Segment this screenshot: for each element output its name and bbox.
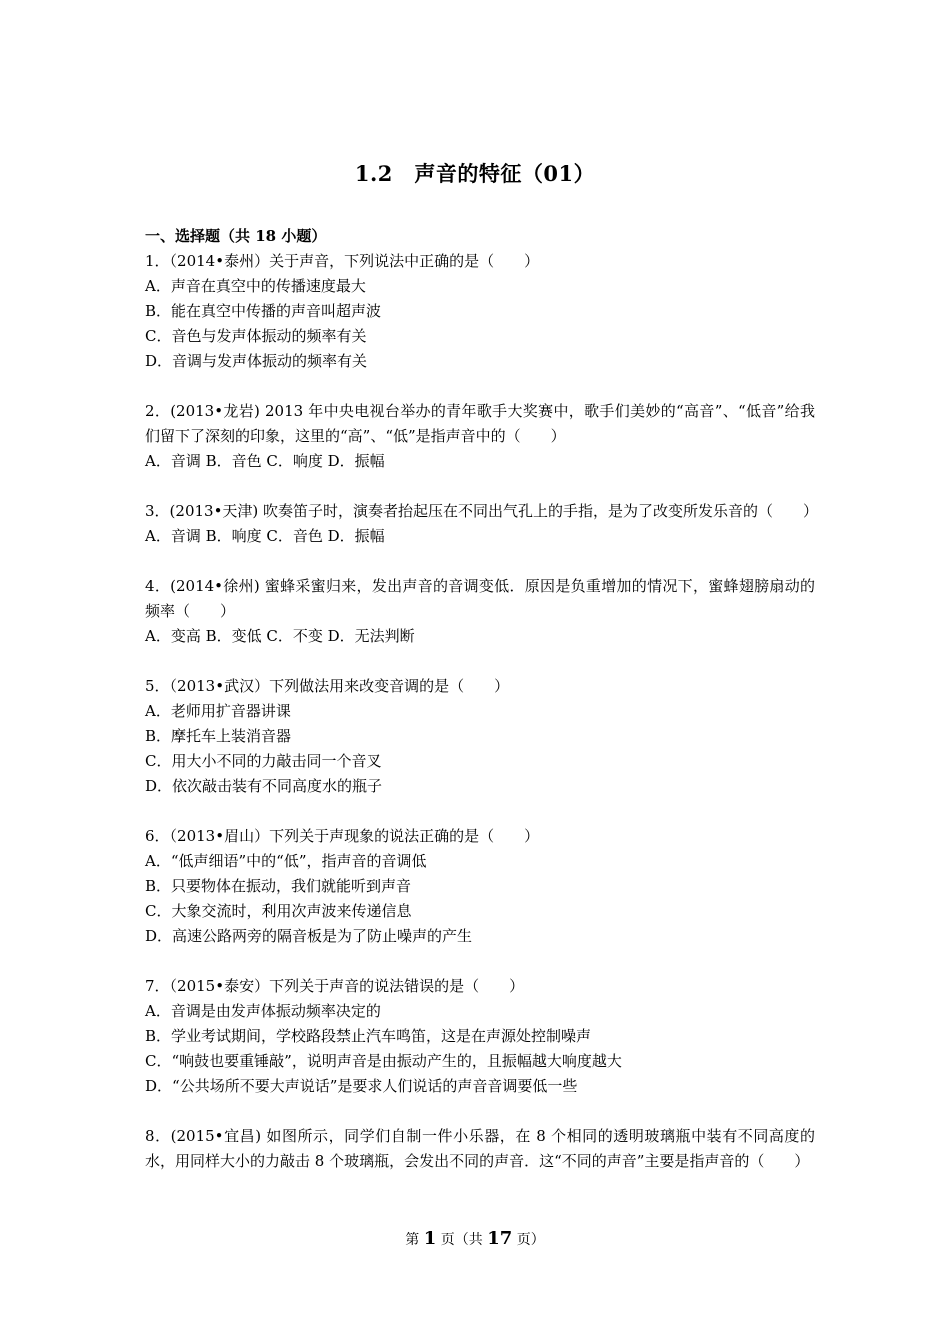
question-item bbox=[145, 674, 815, 799]
answer-option: A．音调 B．响度 C．音色 D．振幅 bbox=[145, 527, 385, 545]
question-stem: 8．(2015•宜昌) 如图所示，同学们自制一件小乐器，在 8 个相同的透明玻璃瓶中装有不同高度的水，用同样大小的力敲击 8 个玻璃瓶，会发出不同的声音．这“不同的声音”主要是指声音的（ ） bbox=[145, 1127, 815, 1170]
answer-option: A．音调 B．音色 C．响度 D．振幅 bbox=[145, 452, 385, 470]
footer-total-pages: 17 bbox=[487, 1228, 513, 1249]
answer-option: A．“低声细语”中的“低”，指声音的音调低 bbox=[145, 852, 427, 870]
question-stem: 5．（2013•武汉）下列做法用来改变音调的是（ ） bbox=[145, 677, 510, 695]
answer-option: A．音调是由发声体振动频率决定的 bbox=[145, 1002, 381, 1020]
answer-option: A．老师用扩音器讲课 bbox=[145, 702, 291, 720]
question-item bbox=[145, 574, 815, 649]
questions-container bbox=[145, 249, 819, 1174]
answer-option: A．变高 B．变低 C．不变 D．无法判断 bbox=[145, 627, 415, 645]
question-item bbox=[145, 399, 815, 474]
footer-page-number: 1 bbox=[423, 1228, 437, 1249]
answer-option: C．用大小不同的力敲击同一个音叉 bbox=[145, 752, 382, 770]
answer-option: D．依次敲击装有不同高度水的瓶子 bbox=[145, 777, 383, 795]
question-stem: 3．(2013•天津) 吹奏笛子时，演奏者抬起压在不同出气孔上的手指，是为了改变所发乐音的（ ） bbox=[145, 502, 819, 520]
question-item bbox=[145, 824, 815, 949]
answer-option: A．声音在真空中的传播速度最大 bbox=[145, 277, 366, 295]
answer-option: D．高速公路两旁的隔音板是为了防止噪声的产生 bbox=[145, 927, 473, 945]
question-stem: 2．(2013•龙岩) 2013 年中央电视台举办的青年歌手大奖赛中，歌手们美妙的“高音”、“低音”给我们留下了深刻的印象，这里的“高”、“低”是指声音中的（ ） bbox=[145, 402, 815, 445]
answer-option: B．能在真空中传播的声音叫超声波 bbox=[145, 302, 382, 320]
page-title: 1.2 声音的特征（01） bbox=[354, 161, 596, 186]
page-footer bbox=[0, 1228, 950, 1249]
answer-option: B．学业考试期间，学校路段禁止汽车鸣笛，这是在声源处控制噪声 bbox=[145, 1027, 592, 1045]
answer-option: C．音色与发声体振动的频率有关 bbox=[145, 327, 367, 345]
question-list bbox=[145, 224, 819, 1199]
question-stem: 4．(2014•徐州) 蜜蜂采蜜归来，发出声音的音调变低．原因是负重增加的情况下，蜜蜂翅膀扇动的频率（ ） bbox=[145, 577, 815, 620]
question-item bbox=[145, 499, 819, 549]
answer-option: D．音调与发声体振动的频率有关 bbox=[145, 352, 368, 370]
answer-option: B．只要物体在振动，我们就能听到声音 bbox=[145, 877, 412, 895]
footer-suffix: 页） bbox=[516, 1232, 545, 1248]
question-stem: 7．（2015•泰安）下列关于声音的说法错误的是（ ） bbox=[145, 977, 525, 995]
answer-option: D．“公共场所不要大声说话”是要求人们说话的声音音调要低一些 bbox=[145, 1077, 578, 1095]
section-heading: 一、选择题（共 18 小题） bbox=[145, 227, 327, 245]
question-item bbox=[145, 1124, 815, 1174]
answer-option: B．摩托车上装消音器 bbox=[145, 727, 292, 745]
answer-option: C．“响鼓也要重锤敲”，说明声音是由振动产生的，且振幅越大响度越大 bbox=[145, 1052, 622, 1070]
footer-middle: 页（共 bbox=[440, 1232, 483, 1248]
question-stem: 6．（2013•眉山）下列关于声现象的说法正确的是（ ） bbox=[145, 827, 540, 845]
question-stem: 1．（2014•泰州）关于声音，下列说法中正确的是（ ） bbox=[145, 252, 540, 270]
answer-option: C．大象交流时，利用次声波来传递信息 bbox=[145, 902, 412, 920]
question-item bbox=[145, 974, 815, 1099]
footer-prefix: 第 bbox=[405, 1232, 420, 1248]
question-item bbox=[145, 249, 815, 374]
